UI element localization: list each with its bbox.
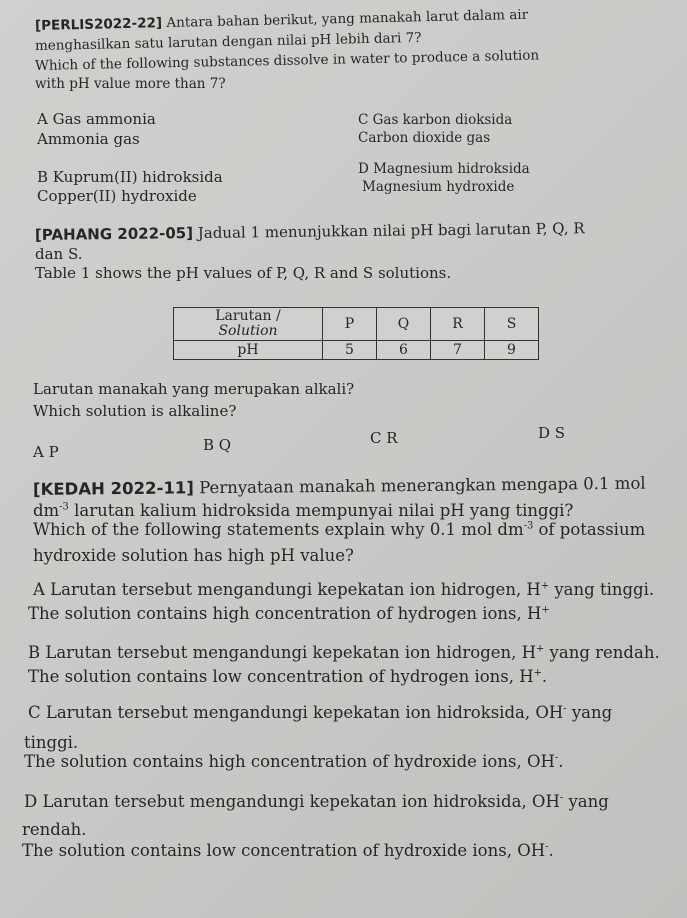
table-header [174, 308, 323, 341]
q2-question-ms: Larutan manakah yang merupakan alkali? [33, 380, 355, 398]
q2-tag: [PAHANG 2022-05] [34, 224, 194, 244]
q3-line-2 [33, 501, 573, 520]
t: D Larutan tersebut mengandungi kepekatan ion hidroksida, OH [24, 792, 560, 811]
cell-solution: R [431, 308, 485, 341]
q2-line-3: Table 1 shows the pH values of P, Q, R and S solutions. [35, 264, 452, 282]
t: . [541, 667, 548, 686]
q3-text: Pernyataan manakah menerangkan mengapa 0.1 mol [193, 473, 646, 498]
t: . [558, 752, 564, 771]
t: - [545, 841, 549, 853]
t: Which of the following statements explain why 0.1 mol dm [33, 520, 524, 539]
t: yang tinggi. [549, 580, 655, 599]
q1-tag: [PERLIS2022-22] [34, 15, 163, 34]
q3-option-c-en [24, 752, 563, 771]
cell-ph: 9 [485, 341, 539, 360]
t: . [548, 841, 554, 860]
t: The solution contains high concentration of hydrogen ions, H [28, 604, 542, 623]
q1-line-4: with pH value more than 7? [35, 76, 226, 92]
q2-line-2: dan S. [35, 245, 83, 263]
q3-option-d-en [22, 841, 554, 860]
t: + [540, 580, 550, 592]
cell-ph: 6 [377, 341, 431, 360]
t: + [541, 604, 550, 616]
q3-option-a-ms [33, 580, 654, 599]
q1-line-3: Which of the following substances dissolve in water to produce a solution [34, 47, 540, 74]
t: yang rendah. [544, 643, 660, 662]
q2-option-c: C R [370, 429, 398, 447]
t: of potassium [533, 520, 646, 539]
q1-option-a-en: Ammonia gas [37, 130, 140, 148]
t: A Larutan tersebut mengandungi kepekatan ion hidrogen, H [33, 580, 541, 599]
row-label: pH [174, 341, 323, 360]
t: -3 [523, 520, 534, 532]
t: larutan kalium hidroksida mempunyai nilai pH yang tinggi? [68, 501, 574, 520]
q1-text: Antara bahan berikut, yang manakah larut dalam air [161, 6, 529, 32]
q2-question-en: Which solution is alkaline? [33, 402, 237, 420]
q1-option-d-ms: D Magnesium hidroksida [358, 161, 530, 177]
t: + [536, 643, 545, 655]
q3-option-c-ms-2: tinggi. [24, 733, 79, 752]
q3-option-d-ms-2: rendah. [22, 820, 87, 839]
t: + [533, 667, 542, 679]
q1-line-2: menghasilkan satu larutan dengan nilai pH lebih dari 7? [34, 29, 422, 54]
t: -3 [59, 501, 69, 513]
cell-ph: 5 [323, 341, 377, 360]
cell-solution: S [485, 308, 539, 341]
ph-table [173, 307, 539, 360]
header-en: Solution [218, 323, 278, 339]
cell-ph: 7 [431, 341, 485, 360]
cell-solution: Q [377, 308, 431, 341]
q3-option-a-en [28, 604, 550, 623]
q2-line-1 [35, 219, 585, 244]
q3-option-b-en [28, 667, 547, 686]
q3-option-b-ms [28, 643, 660, 662]
t: yang [566, 703, 613, 722]
cell-solution: P [323, 308, 377, 341]
q1-option-a-ms: A Gas ammonia [37, 110, 156, 128]
q2-option-a: A P [33, 443, 59, 461]
t: B Larutan tersebut mengandungi kepekatan ion hidrogen, H [28, 643, 537, 662]
header-ms: Larutan / [215, 308, 281, 324]
q2-text: Jadual 1 menunjukkan nilai pH bagi larutan P, Q, R [192, 219, 585, 243]
q2-option-d: D S [538, 424, 566, 442]
q3-line-1 [33, 474, 646, 499]
t: The solution contains high concentration of hydroxide ions, OH [24, 752, 555, 771]
t: yang [563, 792, 609, 811]
t: - [559, 792, 564, 804]
q1-option-b-en: Copper(II) hydroxide [37, 187, 197, 205]
q3-tag: [KEDAH 2022-11] [32, 478, 194, 499]
q3-option-c-ms [28, 703, 612, 722]
q1-line-1 [35, 7, 528, 34]
q1-option-c-en: Carbon dioxide gas [358, 130, 491, 146]
t: - [563, 703, 567, 715]
t: The solution contains low concentration of hydroxide ions, OH [22, 841, 546, 860]
q1-option-b-ms: B Kuprum(II) hidroksida [37, 168, 223, 186]
t: C Larutan tersebut mengandungi kepekatan ion hidroksida, OH [28, 703, 564, 722]
q3-option-d-ms [24, 792, 609, 811]
t: The solution contains low concentration of hydrogen ions, H [28, 667, 534, 686]
q2-option-b: B Q [203, 436, 232, 454]
t: - [554, 752, 559, 764]
q3-line-3 [33, 520, 645, 539]
q1-option-c-ms: C Gas karbon dioksida [358, 112, 513, 128]
t: dm [33, 501, 60, 520]
q1-option-d-en: Magnesium hydroxide [362, 179, 515, 195]
q3-line-4: hydroxide solution has high pH value? [33, 546, 354, 565]
